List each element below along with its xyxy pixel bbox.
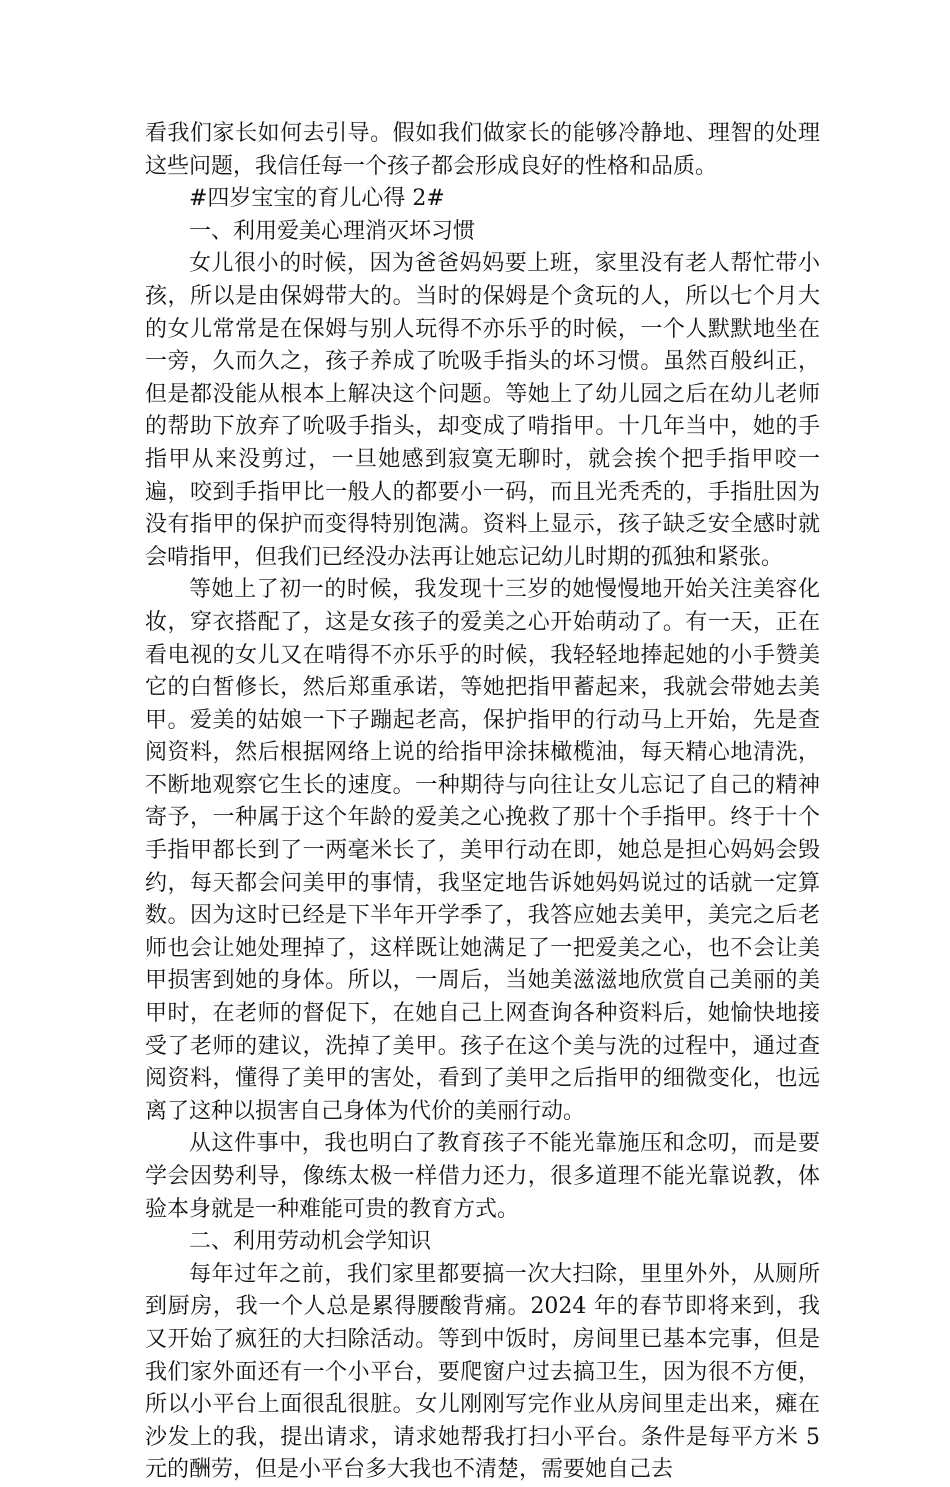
section-title: #四岁宝宝的育儿心得 2# <box>189 186 445 212</box>
paragraph-body: 从这件事中，我也明白了教育孩子不能光靠施压和念叨，而是要学会因势利导，像练太极一样借力还力，很多道理不能光靠说教，体验本身就是一种难能可贵的教育方式。 <box>145 1131 820 1222</box>
paragraph-body: 女儿很小的时候，因为爸爸妈妈要上班，家里没有老人帮忙带小孩，所以是由保姆带大的。当时的保姆是个贪玩的人，所以七个月大的女儿常常是在保姆与别人玩得不亦乐乎的时候，一个人默默地坐在一旁，久而久之，孩子养成了吮吸手指头的坏习惯。虽然百般纠正，但是都没能从根本上解决这个问题。等她上了幼儿园之后在幼儿老师的帮助下放弃了吮吸手指头，却变成了啃指甲。十几年当中，她的手指甲从来没剪过，一旦她感到寂寞无聊时，就会挨个把手指甲咬一遍，咬到手指甲比一般人的都要小一码，而且光秃秃的，手指肚因为没有指甲的保护而变得特别饱满。资料上显示，孩子缺乏安全感时就会啃指甲，但我们已经没办法再让她忘记幼儿时期的孤独和紧张。 <box>145 251 820 570</box>
document-body <box>145 118 820 1487</box>
subheading-labor: 二、利用劳动机会学知识 <box>189 1229 432 1255</box>
paragraph-body: 每年过年之前，我们家里都要搞一次大扫除，里里外外，从厕所到厨房，我一个人总是累得腰酸背痛。2024 年的春节即将来到，我又开始了疯狂的大扫除活动。等到中饭时，房间里已基本完事，但是我们家外面还有一个小平台，要爬窗户过去搞卫生，因为很不方便，所以小平台上面很乱很脏。女儿刚刚写完作业从房间里走出来，瘫在沙发上的我，提出请求，请求她帮我打扫小平台。条件是每平方米 5 元的酬劳，但是小平台多大我也不清楚，需要她自己去 <box>145 1261 820 1483</box>
subheading-beauty: 一、利用爱美心理消灭坏习惯 <box>189 218 476 244</box>
paragraph-continued: 看我们家长如何去引导。假如我们做家长的能够冷静地、理智的处理这些问题，我信任每一个孩子都会形成良好的性格和品质。 <box>145 121 820 179</box>
paragraph-body: 等她上了初一的时候，我发现十三岁的她慢慢地开始关注美容化妆，穿衣搭配了，这是女孩子的爱美之心开始萌动了。有一天，正在看电视的女儿又在啃得不亦乐乎的时候，我轻轻地捧起她的小手赞美它的白皙修长，然后郑重承诺，等她把指甲蓄起来，我就会带她去美甲。爱美的姑娘一下子蹦起老高，保护指甲的行动马上开始，先是查阅资料，然后根据网络上说的给指甲涂抹橄榄油，每天精心地清洗，不断地观察它生长的速度。一种期待与向往让女儿忘记了自己的精神寄予，一种属于这个年龄的爱美之心挽救了那十个手指甲。终于十个手指甲都长到了一两毫米长了，美甲行动在即，她总是担心妈妈会毁约，每天都会问美甲的事情，我坚定地告诉她妈妈说过的话就一定算数。因为这时已经是下半年开学季了，我答应她去美甲，美完之后老师也会让她处理掉了，这样既让她满足了一把爱美之心，也不会让美甲损害到她的身体。所以，一周后，当她美滋滋地欣赏自己美丽的美甲时，在老师的督促下，在她自己上网查询各种资料后，她愉快地接受了老师的建议，洗掉了美甲。孩子在这个美与洗的过程中，通过查阅资料，懂得了美甲的害处，看到了美甲之后指甲的细微变化，也远离了这种以损害自己身体为代价的美丽行动。 <box>145 577 820 1124</box>
